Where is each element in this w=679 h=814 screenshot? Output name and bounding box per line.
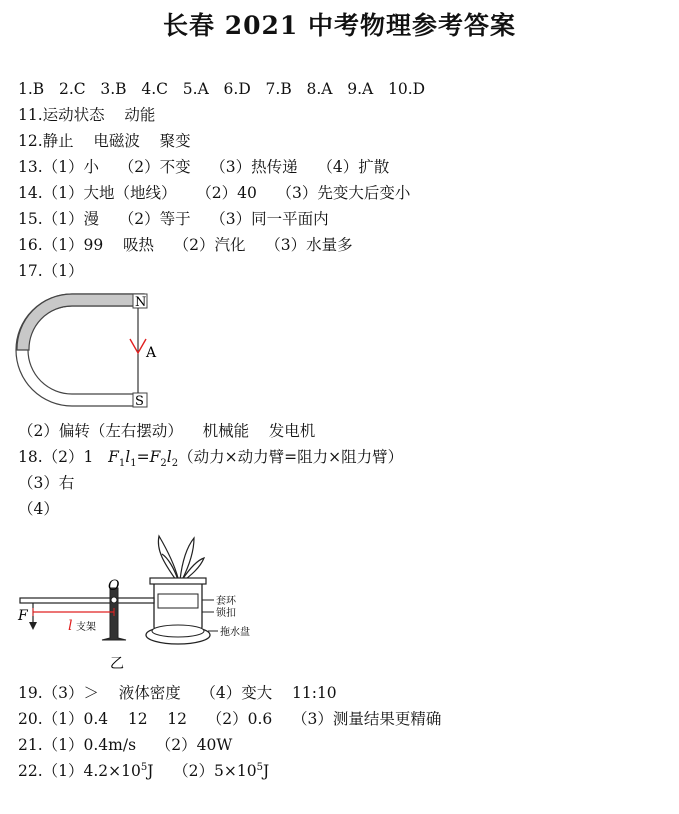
answer-line-20: 20.（1）0.4 12 12 （2）0.6 （3）测量结果更精确	[18, 710, 442, 728]
formula-sub: 1	[118, 458, 126, 470]
tray-label: 拖水盘	[220, 627, 250, 638]
answer-line-21: 21.（1）0.4m/s （2）40W	[18, 736, 233, 754]
answer-line-22	[18, 760, 269, 782]
magnet-north-arm	[17, 294, 147, 350]
buckle-label: 锁扣	[216, 608, 236, 619]
answer-line-13: 13.（1）小 （2）不变 （3）热传递 （4）扩散	[18, 158, 390, 176]
south-pole-label: S	[135, 394, 144, 409]
force-label: F	[18, 608, 28, 624]
formula-sub: 1	[130, 458, 137, 470]
force-arrow-icon	[29, 622, 37, 630]
answer-line-12: 12.静止 电磁波 聚变	[18, 132, 191, 150]
horseshoe-magnet-figure	[14, 290, 174, 412]
answer-line-17-2: （2）偏转（左右摆动） 机械能 发电机	[18, 422, 316, 440]
q18-suffix: （动力×动力臂=阻力×阻力臂）	[178, 448, 404, 466]
point-a-label: A	[146, 345, 157, 361]
pivot-label: O	[108, 578, 120, 594]
formula-eq: =	[136, 448, 150, 466]
north-pole-label: N	[135, 295, 147, 310]
lever-bar	[20, 598, 154, 603]
plant-icon	[158, 536, 204, 582]
formula-l1: l	[125, 448, 131, 466]
answer-line-11: 11.运动状态 动能	[18, 106, 156, 124]
answer-line-19: 19.（3）＞ 液体密度 （4）变大 11:10	[18, 684, 337, 702]
q22-unit: J	[262, 762, 270, 780]
q18-prefix: 18.（2）1	[18, 448, 109, 466]
formula-l2: l	[166, 448, 172, 466]
support-label: 支架	[76, 622, 96, 633]
answer-line-18-3: （3）右	[18, 474, 75, 492]
formula-sub: 2	[160, 458, 167, 470]
formula-sub: 2	[171, 458, 179, 470]
answer-line-16: 16.（1）99 吸热 （2）汽化 （3）水量多	[18, 236, 353, 254]
exponent: 5	[256, 761, 263, 773]
collar-label: 套环	[216, 596, 236, 607]
exponent: 5	[140, 761, 148, 773]
answer-line-mc: 1.B 2.C 3.B 4.C 5.A 6.D 7.B 8.A 9.A 10.D	[18, 80, 426, 98]
answer-line-18	[18, 446, 403, 468]
q22-mid: J （2）5×10	[147, 762, 257, 780]
answer-line-15: 15.（1）漫 （2）等于 （3）同一平面内	[18, 210, 329, 228]
lever-plant-figure	[14, 528, 254, 674]
formula-f1: F	[108, 448, 119, 466]
figure-caption: 乙	[110, 656, 124, 672]
arm-label: l	[68, 618, 73, 634]
q22-part1: 22.（1）4.2×10	[18, 762, 141, 780]
formula-f2: F	[149, 448, 161, 466]
page-title: 长春 2021 中考物理参考答案	[163, 11, 516, 40]
answer-line-14: 14.（1）大地（地线） （2）40 （3）先变大后变小	[18, 184, 411, 202]
answer-line-18-4: （4）	[18, 500, 59, 518]
answer-line-17: 17.（1）	[18, 262, 84, 280]
